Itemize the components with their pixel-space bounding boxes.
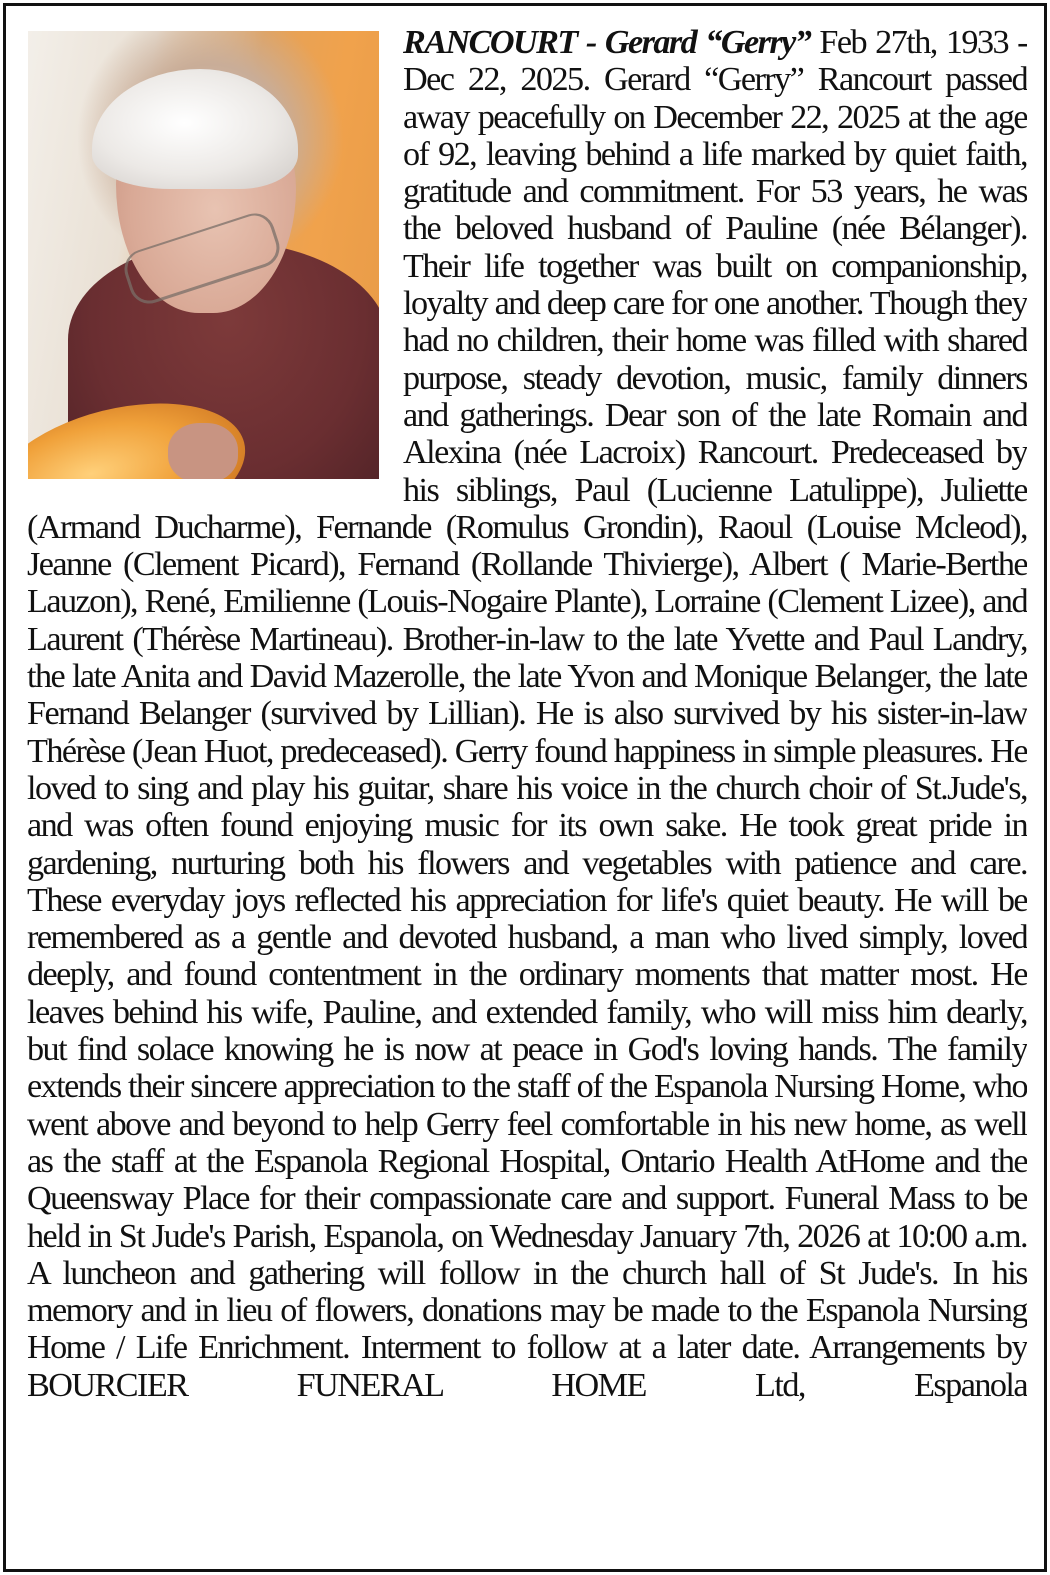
obituary-name-heading: RANCOURT - Gerard “Gerry” (403, 24, 811, 61)
obituary-body: Feb 27th, 1933 - Dec 22, 2025. Gerard “Gerry” Rancourt passed away peacefully on December 22, 2025 at the age of 92, leaving behind a life marked by quiet faith, gratitude and commitment. For 53 years, he was the beloved husband of Pauline (née Bélanger). Their life together was built on companionship, loyalty and deep care for one another. Though they had no children, their home was filled with shared purpose, steady devotion, music, family dinners and gatherings. Dear son of the late Romain and Alexina (née Lacroix) Rancourt. Predeceased by his siblings, Paul (Lucienne Latulippe), Juliette (Armand Ducharme), Fernande (Romulus Grondin), Raoul (Louise Mcleod), Jeanne (Clement Picard), Fernand (Rollande Thivierge), Albert ( Marie-Berthe Lauzon), René, Emilienne (Louis-Nogaire Plante), Lorraine (Clement Lizee), and Laurent (Thérèse Martineau). Brother-in-law to the late Yvette and Paul Landry, the late Anita and David Mazerolle, the late Yvon and Monique Belanger, the late Fernand Belanger (survived by Lillian). He is also survived by his sister-in-law Thérèse (Jean Huot, predeceased). Gerry found happiness in simple pleasures. He loved to sing and play his guitar, share his voice in the church choir of St.Jude's, and was often found enjoying music for its own sake. He took great pride in gardening, nurturing both his flowers and vegetables with patience and care. These everyday joys reflected his appreciation for life's quiet beauty. He will be remembered as a gentle and devoted husband, a man who lived simply, loved deeply, and found contentment in the ordinary moments that matter most. He leaves behind his wife, Pauline, and extended family, who will miss him dearly, but find solace knowing he is now at peace in God's loving hands. The family extends their sincere appreciation to the staff of the Espanola Nursing Home, who went above and beyond to help Gerry feel comfortable in his new home, as well as the staff at the Espanola Regional Hospital, Ontario Health AtHome and the Queensway Place for their compassionate care and support. Funeral Mass to be held in St Jude's Parish, Espanola, on Wednesday January 7th, 2026 at 10:00 a.m. A luncheon and gathering will follow in the church hall of St Jude's. In his memory and in lieu of flowers, donations may be made to the Espanola Nursing Home / Life Enrichment. Interment to follow at a later date. Arrangements by BOURCIER FUNERAL HOME Ltd, Espanola (27, 24, 1027, 1404)
photo-hand (168, 423, 238, 479)
obituary-content (27, 24, 1027, 1564)
photo-hair (92, 69, 298, 189)
obituary-frame (3, 3, 1047, 1572)
portrait-photo (28, 31, 379, 479)
